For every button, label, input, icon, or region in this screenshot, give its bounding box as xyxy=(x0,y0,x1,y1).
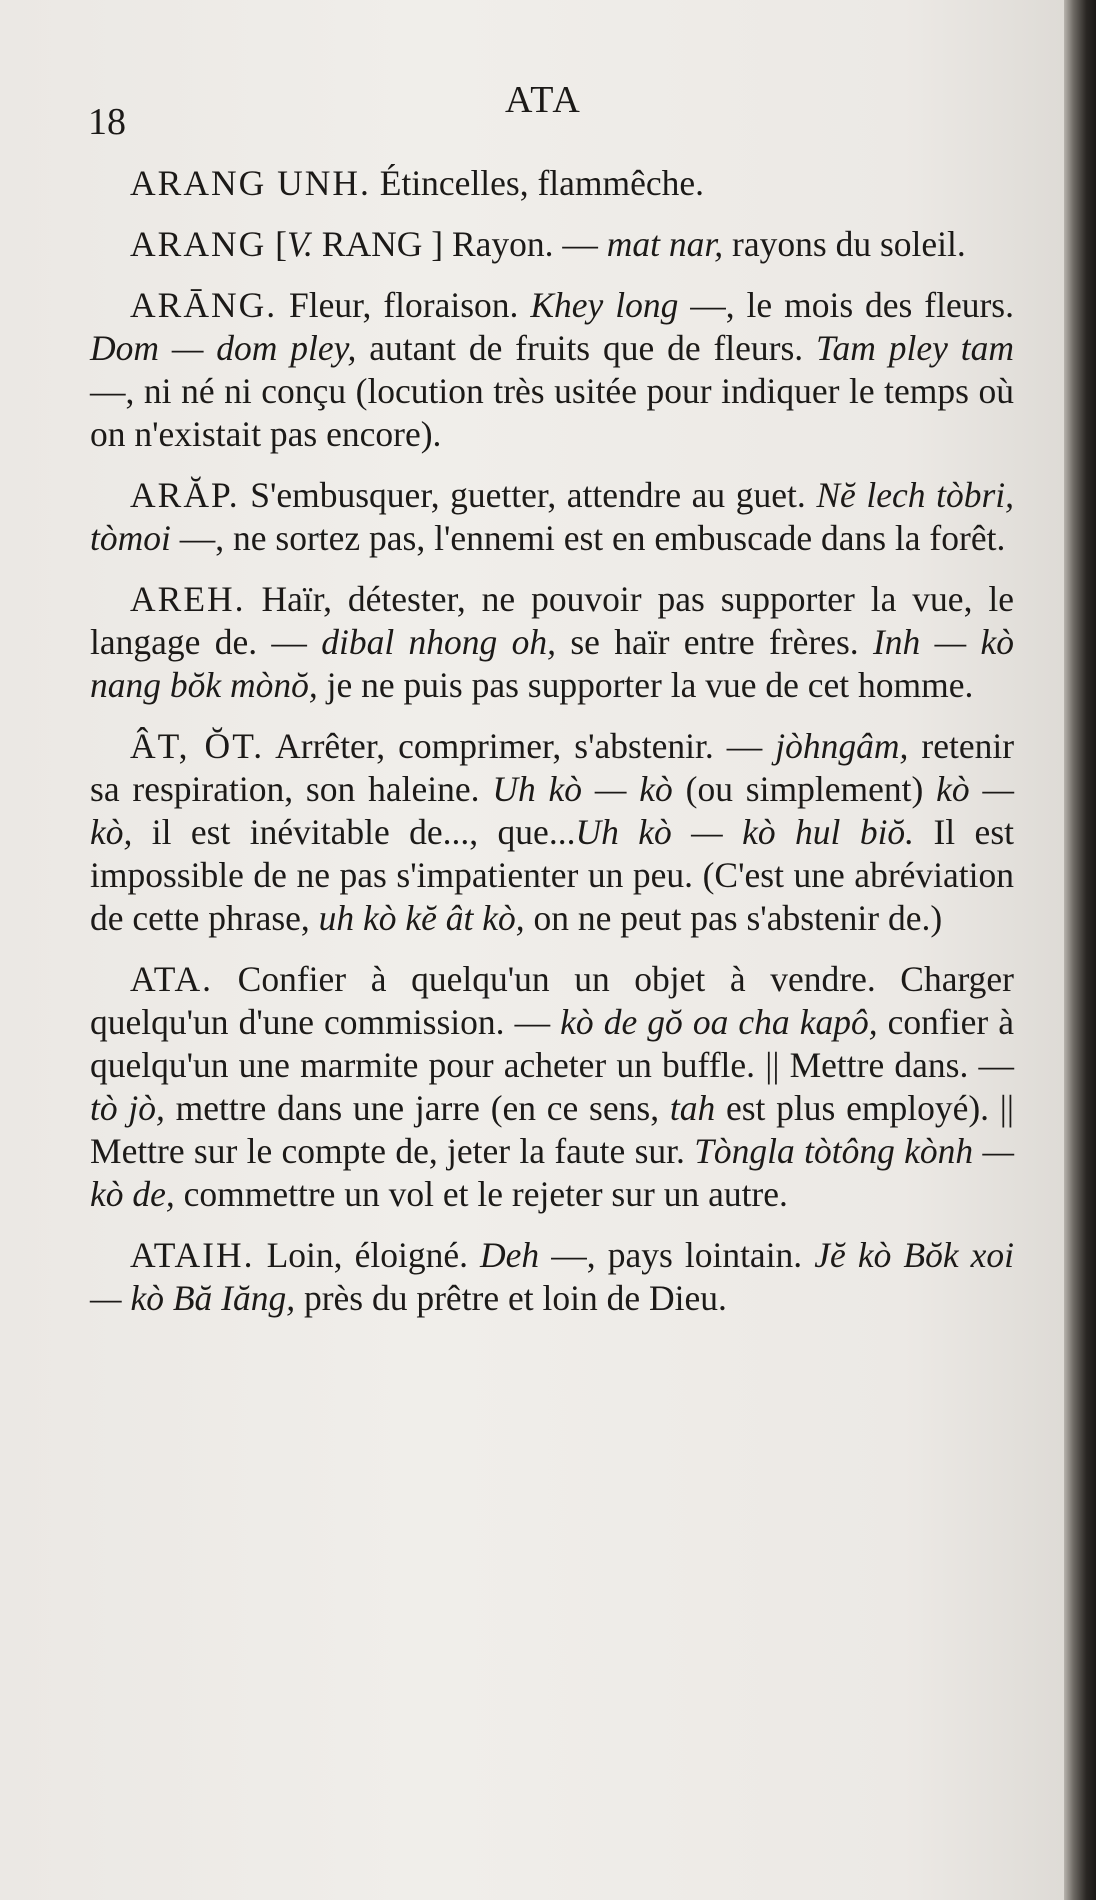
headword: ARĂP. xyxy=(130,475,240,515)
example-italic: tah xyxy=(669,1088,716,1128)
definition: près du prêtre et loin de Dieu. xyxy=(303,1278,727,1318)
headword: ATA. xyxy=(130,959,214,999)
example-italic: Deh xyxy=(480,1235,540,1275)
entry-arang-unh xyxy=(90,162,1014,205)
example-italic: uh kò kĕ ât kò, xyxy=(318,898,525,938)
headword: ARANG xyxy=(130,224,267,264)
example-italic: Dom — dom pley, xyxy=(90,328,357,368)
example-italic: kò — kò, xyxy=(90,769,1015,852)
example-italic: Khey long xyxy=(530,285,679,325)
example-italic: dibal nhong oh, xyxy=(321,622,556,662)
definition: se haïr entre frères. xyxy=(570,622,859,662)
entry-arang-rang xyxy=(90,223,1014,266)
example-italic: Jĕ kò Bŏk xoi — kò Bă Iăng, xyxy=(90,1235,1015,1318)
example-italic: kò de gŏ oa cha kapô, xyxy=(560,1002,878,1042)
definition: S'embusquer, guetter, attendre au guet. xyxy=(250,475,806,515)
definition: commettre un vol et le rejeter sur un autre. xyxy=(183,1174,788,1214)
example-italic: Tòngla tòtông kònh — kò de, xyxy=(90,1131,1015,1214)
example-italic: mat nar, xyxy=(606,224,724,264)
example-italic: Uh kò — kò hul biŏ. xyxy=(575,812,915,852)
definition: —, pays lointain. xyxy=(551,1235,803,1275)
definition: confier à quelqu'un une marmite pour acheter un buffle. || Mettre dans. — xyxy=(90,1002,1015,1085)
definition: (ou simplement) xyxy=(685,769,924,809)
headword: ARĀNG. xyxy=(130,285,278,325)
example-italic: Tam pley tam xyxy=(816,328,1014,368)
example-italic: jòhngâm, xyxy=(775,726,909,766)
definition: [ xyxy=(275,224,287,264)
definition: —, ni né ni conçu (locution très usitée pour indiquer le temps où on n'existait pas encore). xyxy=(90,371,1014,454)
entry-at-ot xyxy=(90,725,1014,940)
definition: —, ne sortez pas, l'ennemi est en embuscade dans la forêt. xyxy=(179,518,1006,558)
definition: autant de fruits que de fleurs. xyxy=(369,328,804,368)
book-spine-shadow xyxy=(1064,0,1096,1900)
running-head: ATA xyxy=(505,79,582,121)
definition: est plus employé). || Mettre sur le compte de, jeter la faute sur. xyxy=(90,1088,1015,1171)
entry-areh xyxy=(90,578,1014,707)
example-italic: Inh — kò nang bŏk mònŏ, xyxy=(90,622,1015,705)
definition: Haïr, détester, ne pouvoir pas supporter la vue, le langage de. — xyxy=(90,579,1014,662)
definition: je ne puis pas supporter la vue de cet homme. xyxy=(326,665,974,705)
definition: Confier à quelqu'un un objet à vendre. Charger quelqu'un d'une commission. — xyxy=(90,959,1015,1042)
definition: Étincelles, flammêche. xyxy=(379,163,705,203)
headword: ARANG UNH. xyxy=(130,163,371,203)
example-italic: Uh kò — kò xyxy=(492,769,673,809)
entry-arang-fleur xyxy=(90,284,1014,456)
definition: il est inévitable de..., que... xyxy=(151,812,576,852)
definition: RANG ] Rayon. — xyxy=(321,224,598,264)
dictionary-entries xyxy=(90,162,1014,1338)
headword: AREH. xyxy=(130,579,246,619)
definition: Il est impossible de ne pas s'impatienter un peu. (C'est une abréviation de cette phrase, xyxy=(90,812,1014,938)
definition: Arrêter, comprimer, s'abstenir. — xyxy=(275,726,763,766)
headword: ATAIH. xyxy=(130,1235,255,1275)
page-header xyxy=(0,78,1064,143)
entry-arap xyxy=(90,474,1014,560)
example-italic: Nĕ lech tòbri, tòmoi xyxy=(90,475,1015,558)
example-italic: tò jò, xyxy=(90,1088,165,1128)
definition: Fleur, floraison. xyxy=(289,285,519,325)
definition: mettre dans une jarre (en ce sens, xyxy=(175,1088,660,1128)
page-number: 18 xyxy=(88,101,126,143)
entry-ata xyxy=(90,958,1014,1216)
example-italic: V. xyxy=(286,224,313,264)
entry-ataih xyxy=(90,1234,1014,1320)
definition: rayons du soleil. xyxy=(732,224,966,264)
definition: —, le mois des fleurs. xyxy=(690,285,1014,325)
definition: Loin, éloigné. xyxy=(266,1235,468,1275)
headword: ÂT, ŎT. xyxy=(130,726,265,766)
definition: on ne peut pas s'abstenir de.) xyxy=(533,898,943,938)
definition: retenir sa respiration, son haleine. xyxy=(90,726,1015,809)
